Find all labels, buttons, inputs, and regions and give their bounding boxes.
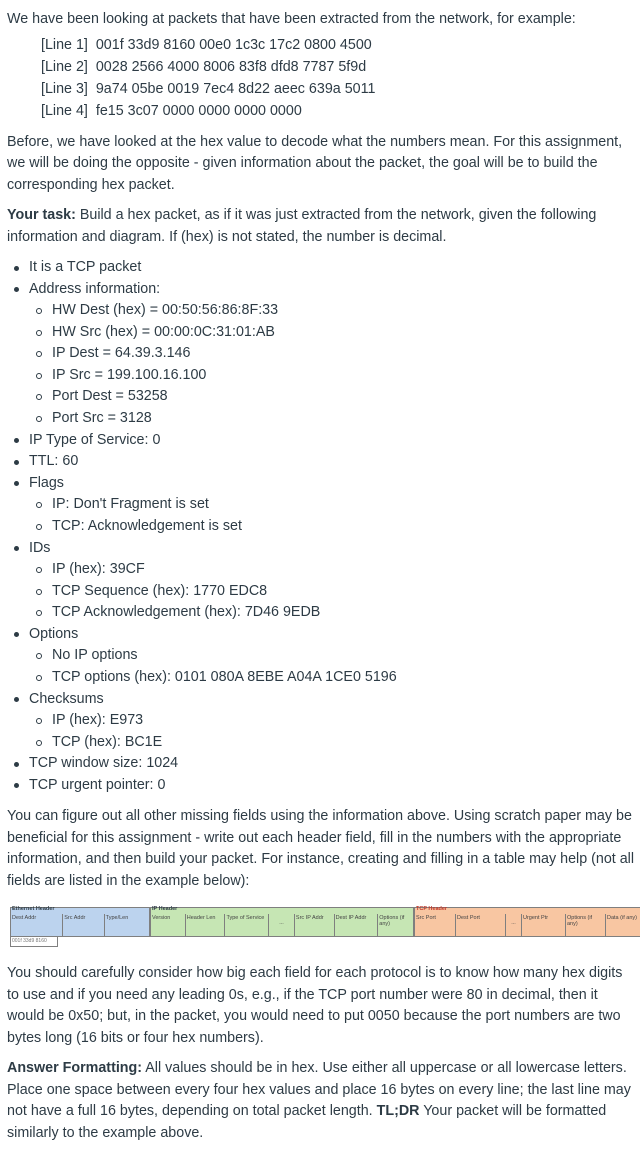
list-item-address <box>7 279 636 430</box>
diagram-cell: Type of Service <box>224 914 268 936</box>
header-field-diagram <box>10 907 638 949</box>
diagram-cell: Urgent Ptr <box>521 914 565 936</box>
sublist-item: IP Src = 199.100.16.100 <box>52 365 636 387</box>
example-packet <box>7 35 636 123</box>
diagram-cell: Src Port <box>416 915 436 922</box>
list-item-ids <box>7 538 636 624</box>
sublist-item: No IP options <box>52 645 636 667</box>
task-text: Build a hex packet, as if it was just extracted from the network, given the following information and diagram. If (hex) is not stated, the number is decimal. <box>7 207 597 245</box>
item-text: Checksums <box>29 690 104 707</box>
list-item <box>7 430 636 452</box>
diagram-cell: ... <box>505 914 521 936</box>
sublist-item: TCP (hex): BC1E <box>52 732 636 754</box>
item-text: Options <box>29 625 79 642</box>
sublist-item: HW Src (hex) = 00:00:0C:31:01:AB <box>52 322 636 344</box>
checksums-sublist <box>29 710 636 753</box>
packet-info-list <box>7 257 636 796</box>
diagram-cell: Header Len <box>185 914 225 936</box>
ethernet-header-label: Ethernet Header <box>12 906 55 913</box>
list-item-flags <box>7 473 636 538</box>
example-line-1 <box>41 35 636 57</box>
list-item-checksums <box>7 689 636 754</box>
answer-format-paragraph <box>7 1058 636 1144</box>
list-item-options <box>7 624 636 689</box>
sublist-item: IP (hex): 39CF <box>52 559 636 581</box>
diagram-cell: Data (if any) <box>605 914 640 936</box>
diagram-cell: Src Addr <box>62 914 103 936</box>
list-item <box>7 257 636 279</box>
sublist-item: Port Dest = 53258 <box>52 386 636 408</box>
ethernet-example-cell: 001f 33d9 8160 <box>10 937 58 947</box>
line-hex: 001f 33d9 8160 00e0 1c3c 17c2 0800 4500 <box>95 36 372 53</box>
item-text: Flags <box>29 474 64 491</box>
field-size-paragraph: You should carefully consider how big each field for each protocol is to know how many hex digits to use and if you need any leading 0s, e.g., if the TCP port number were 80 in decimal, then it would be 0x50; but, in the packet, you would need to put 0050 because the port numbers are two bytes long (16 bits or four hex numbers). <box>7 965 623 1046</box>
diagram-cell: ... <box>268 914 294 936</box>
list-item <box>7 775 636 797</box>
item-text: IP Type of Service: 0 <box>29 431 161 448</box>
item-text: Address information: <box>29 280 161 297</box>
sublist-item: HW Dest (hex) = 00:50:56:86:8F:33 <box>52 300 636 322</box>
item-text: TTL: 60 <box>29 453 79 470</box>
scratch-paragraph: You can figure out all other missing fields using the information above. Using scratch paper may be beneficial for this assignment - write out each header field, fill in the numbers with the appropriate information, and then build your packet. For instance, creating and filling in a table may help (not all fields are listed in the example below): <box>7 808 635 889</box>
tcp-header-section <box>414 907 640 937</box>
task-label: Your task: <box>7 207 76 223</box>
item-text: TCP window size: 1024 <box>29 755 179 772</box>
decode-paragraph: Before, we have looked at the hex value to decode what the numbers mean. For this assignment, we will be doing the opposite - given information about the packet, the goal will be to build the corresponding hex packet. <box>7 133 623 193</box>
sublist-item: TCP Sequence (hex): 1770 EDC8 <box>52 581 636 603</box>
sublist-item: IP (hex): E973 <box>52 710 636 732</box>
line-label: [Line 3] <box>41 80 88 97</box>
example-line-2 <box>41 57 636 79</box>
flags-sublist <box>29 494 636 537</box>
sublist-item: IP Dest = 64.39.3.146 <box>52 343 636 365</box>
diagram-cell: Type/Len <box>104 914 149 936</box>
sublist-item: TCP: Acknowledgement is set <box>52 516 636 538</box>
item-text: IDs <box>29 539 51 556</box>
diagram-cell: Src IP Addr <box>294 914 334 936</box>
item-text: TCP urgent pointer: 0 <box>29 776 166 793</box>
tldr-text: Your packet will be formatted similarly to the example above. <box>7 1103 607 1141</box>
format-label: Answer Formatting: <box>7 1060 143 1077</box>
line-label: [Line 4] <box>41 102 88 119</box>
diagram-cell: Options (if any) <box>565 914 605 936</box>
diagram-cell: Dest IP Addr <box>334 914 378 936</box>
ids-sublist <box>29 559 636 624</box>
ip-header-section <box>150 907 414 937</box>
sublist-item: IP: Don't Fragment is set <box>52 494 636 516</box>
sublist-item: Port Src = 3128 <box>52 408 636 430</box>
sublist-item: TCP Acknowledgement (hex): 7D46 9EDB <box>52 602 636 624</box>
line-label: [Line 2] <box>41 58 88 75</box>
item-text: It is a TCP packet <box>29 259 142 275</box>
example-line-4 <box>41 101 636 123</box>
list-item <box>7 451 636 473</box>
format-text: All values should be in hex. Use either all uppercase or all lowercase letters. Place one space between every four hex values and place 16 bytes on every line; the last line may not have a full 16 bytes, depending on total packet length. <box>7 1060 631 1120</box>
options-sublist <box>29 645 636 688</box>
diagram-cell: Dest Addr <box>12 915 37 922</box>
diagram-cell: Options (if any) <box>377 914 413 936</box>
intro-text: We have been looking at packets that have been extracted from the network, for example: <box>7 11 576 27</box>
task-paragraph <box>7 205 636 248</box>
ip-header-label: IP Header <box>152 906 178 913</box>
sublist-item: TCP options (hex): 0101 080A 8EBE A04A 1CE0 5196 <box>52 667 636 689</box>
ethernet-header-section <box>10 907 150 937</box>
line-hex: 0028 2566 4000 8006 83f8 dfd8 7787 5f9d <box>95 58 367 75</box>
tcp-header-label: TCP Header <box>416 906 448 913</box>
diagram-cell: Version <box>152 915 171 922</box>
line-label: [Line 1] <box>41 36 88 53</box>
example-line-3 <box>41 79 636 101</box>
tldr-label: TL;DR <box>376 1103 420 1120</box>
list-item <box>7 753 636 775</box>
address-sublist <box>29 300 636 430</box>
line-hex: 9a74 05be 0019 7ec4 8d22 aeec 639a 5011 <box>95 80 376 97</box>
line-hex: fe15 3c07 0000 0000 0000 0000 <box>95 102 302 119</box>
diagram-cell: Dest Port <box>455 914 505 936</box>
